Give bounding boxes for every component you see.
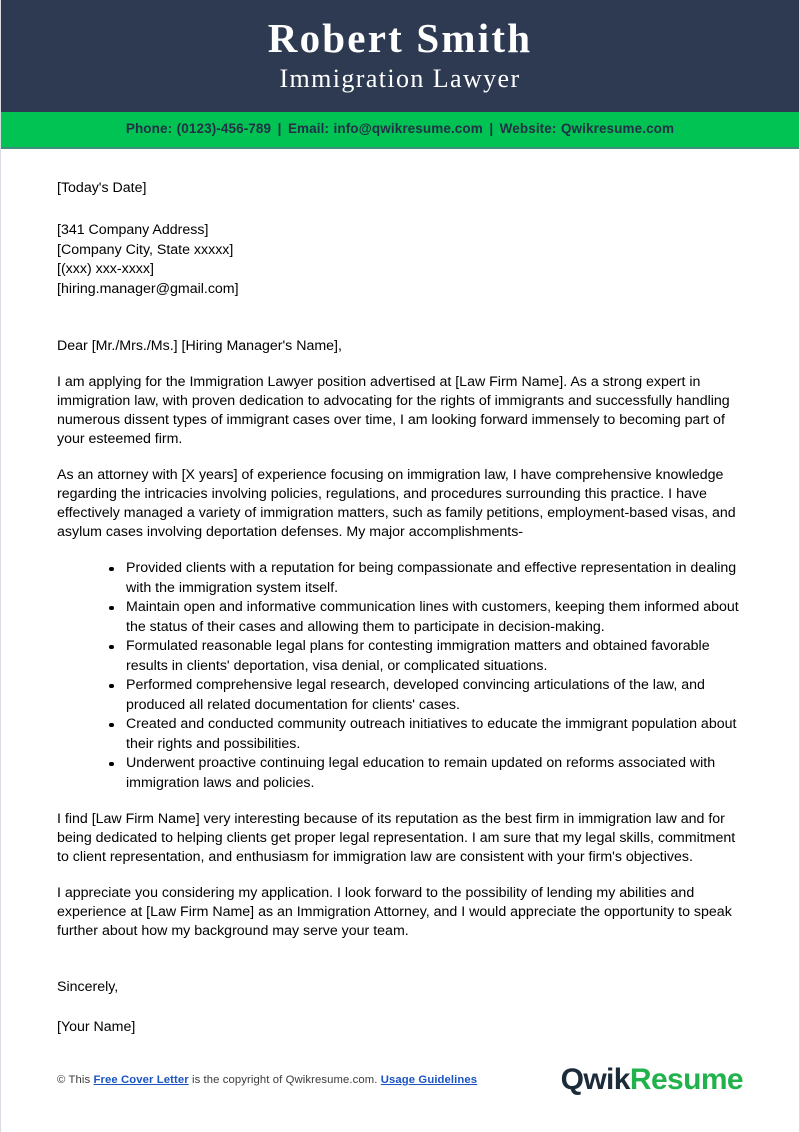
list-item: Formulated reasonable legal plans for contesting immigration matters and obtained favorable results in clients' deportation, visa denial, or complicated situations. <box>109 637 743 676</box>
recipient-phone: [(xxx) xxx-xxxx] <box>57 261 154 278</box>
signature-block <box>57 977 743 1038</box>
contact-separator-1: | <box>277 121 282 137</box>
candidate-job-title: Immigration Lawyer <box>279 64 521 94</box>
body-paragraph-3: I find [Law Firm Name] very interesting because of its reputation as the best firm in immigration law and for being dedicated to helping clients get proper legal representation. I am sure that my legal skills, commitment to client representation, and enthusiasm for immigration law are consistent with your firm's objectives. <box>57 811 736 866</box>
list-item: Performed comprehensive legal research, developed convincing articulations of the law, and produced all related documentation for clients' cases. <box>109 676 743 715</box>
free-cover-letter-link[interactable]: Free Cover Letter <box>93 1074 189 1086</box>
qwikresume-logo[interactable] <box>561 1065 743 1095</box>
document-footer <box>1 1058 799 1102</box>
contact-phone-value: (0123)-456-789 <box>176 121 272 137</box>
contact-website-label: Website: <box>499 121 557 137</box>
letter-body <box>1 149 799 1038</box>
contact-email-label: Email: <box>287 121 330 137</box>
contact-website-value[interactable]: Qwikresume.com <box>560 121 675 137</box>
contact-email-value[interactable]: info@qwikresume.com <box>333 121 483 137</box>
list-item: Maintain open and informative communication lines with customers, keeping them informed about the status of their cases and allowing them to participate in decision-making. <box>109 598 743 637</box>
copyright-middle: is the copyright of Qwikresume.com. <box>191 1074 378 1086</box>
logo-text-resume: Resume <box>629 1063 743 1096</box>
recipient-address-block <box>57 221 743 299</box>
signature-spacer <box>57 958 743 977</box>
copyright-prefix: © This <box>57 1074 91 1086</box>
letter-date: [Today's Date] <box>57 180 147 197</box>
document-header <box>1 0 799 112</box>
accomplishments-list <box>57 559 743 793</box>
usage-guidelines-link[interactable]: Usage Guidelines <box>380 1074 478 1086</box>
contact-separator-2: | <box>489 121 494 137</box>
recipient-city-state-zip: [Company City, State xxxxx] <box>57 241 234 258</box>
logo-text-qwik: Qwik <box>560 1063 630 1096</box>
salutation: Dear [Mr./Mrs./Ms.] [Hiring Manager's Name], <box>57 338 342 355</box>
signature-line-spacer <box>57 998 743 1017</box>
closing-salutation: Sincerely, <box>57 979 119 996</box>
recipient-email: [hiring.manager@gmail.com] <box>57 280 239 297</box>
recipient-street: [341 Company Address] <box>57 222 209 239</box>
copyright-notice <box>57 1074 477 1086</box>
list-item: Underwent proactive continuing legal education to remain updated on reforms associated with immigration laws and policies. <box>109 754 743 793</box>
list-item: Provided clients with a reputation for being compassionate and effective representation in dealing with the immigration system itself. <box>109 559 743 598</box>
contact-phone-label: Phone: <box>125 121 173 137</box>
body-paragraph-2: As an attorney with [X years] of experience focusing on immigration law, I have comprehensive knowledge regarding the intricacies involving policies, regulations, and procedures surrounding this practice. I have effectively managed a variety of immigration matters, such as family petitions, employment-based visas, and asylum cases involving deportation defenses. My major accomplishments- <box>57 467 736 541</box>
contact-bar <box>1 112 799 149</box>
signature-name: [Your Name] <box>57 1019 136 1036</box>
body-paragraph-4: I appreciate you considering my application. I look forward to the possibility of lending my abilities and experience at [Law Firm Name] as an Immigration Attorney, and I would appreciate the opportunity to speak further about how my background may serve your team. <box>57 885 732 940</box>
candidate-name: Robert Smith <box>267 15 533 61</box>
list-item: Created and conducted community outreach initiatives to educate the immigrant population about their rights and possibilities. <box>109 715 743 754</box>
body-paragraph-1: I am applying for the Immigration Lawyer position advertised at [Law Firm Name]. As a strong expert in immigration law, with proven dedication to advocating for the rights of immigrants and successfully handling numerous dissent types of immigrant cases over time, I am looking forward immensely to becoming part of your esteemed firm. <box>57 374 730 448</box>
